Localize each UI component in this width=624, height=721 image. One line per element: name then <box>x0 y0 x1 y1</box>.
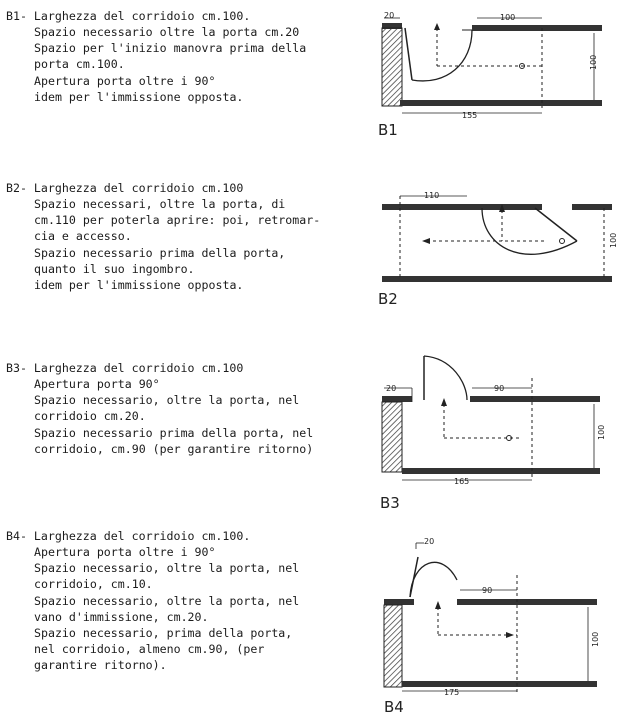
figure-b3-diagram <box>372 348 622 518</box>
section-line: Spazio necessario oltre la porta cm.20 <box>34 25 300 39</box>
section-heading: B2- Larghezza del corridoio cm.100 <box>6 181 244 195</box>
section-line: corridoio, cm.90 (per garantire ritorno) <box>34 441 314 456</box>
section-line: Spazio per l'inizio manovra prima della <box>34 41 307 56</box>
door-leaf <box>405 28 412 80</box>
wall-top-left <box>382 396 412 402</box>
section-line: quanto il suo ingombro. <box>34 261 195 276</box>
dim-label: 100 <box>591 631 600 647</box>
wall-left-hatched <box>382 28 402 106</box>
section-line: corridoio, cm.10. <box>34 577 153 592</box>
section-line: Spazio necessario, prima della porta, <box>34 626 293 641</box>
dim-label: 20 <box>424 537 435 546</box>
section-line: idem per l'immissione opposta. <box>34 278 244 293</box>
section-line: Spazio necessario, oltre la porta, nel <box>34 393 300 408</box>
wall-bottom <box>382 276 612 282</box>
figure-label: B4 <box>384 698 404 716</box>
dim-label: 175 <box>444 688 460 697</box>
wall-bottom <box>402 468 600 474</box>
wall-top-right <box>470 396 600 402</box>
section-line: Apertura porta oltre i 90° <box>34 73 216 88</box>
wall-top-right <box>572 204 612 210</box>
wall-bottom <box>402 681 597 687</box>
figure-b4-diagram <box>372 535 622 719</box>
dim-label: 90 <box>482 586 493 595</box>
dim-label: 100 <box>500 13 516 22</box>
wall-left-hatched <box>384 605 402 687</box>
section-line: Spazio necessario, oltre la porta, nel <box>34 561 300 576</box>
figure-b2-diagram <box>372 186 622 311</box>
figure-label: B2 <box>378 290 398 308</box>
section-line: vano d'immissione, cm.20. <box>34 609 209 624</box>
dim-label: 110 <box>424 191 440 200</box>
section-line: cia e accesso. <box>34 229 132 244</box>
section-line: idem per l'immissione opposta. <box>34 89 244 104</box>
door-swing-arc <box>482 208 577 254</box>
figure-label: B3 <box>380 494 400 512</box>
section-line: Spazio necessario prima della porta, <box>34 245 286 260</box>
section-b1-text <box>6 8 356 105</box>
section-b2-text <box>6 180 356 293</box>
door-swing-arc <box>412 30 472 81</box>
section-line: porta cm.100. <box>34 57 125 72</box>
wall-top-right <box>457 599 597 605</box>
dim-label: 100 <box>609 232 618 248</box>
wall-top-left <box>382 204 542 210</box>
door-swing-arc <box>410 562 457 597</box>
wall-left-hatched <box>382 402 402 472</box>
section-heading: B3- Larghezza del corridoio cm.100 <box>6 361 244 375</box>
dim-label: 100 <box>589 54 598 70</box>
section-line: Spazio necessari, oltre la porta, di <box>34 197 286 211</box>
section-b4-text <box>6 528 356 674</box>
section-heading: B4- Larghezza del corridoio cm.100. <box>6 529 251 543</box>
figure-label: B1 <box>378 121 398 139</box>
dim-label: 165 <box>454 477 470 486</box>
wall-top-left <box>384 599 414 605</box>
dim-label: 20 <box>386 384 397 393</box>
section-line: garantire ritorno). <box>34 658 167 673</box>
dim-label: 100 <box>597 424 606 440</box>
section-line: Spazio necessario, oltre la porta, nel <box>34 593 300 608</box>
section-line: nel corridoio, almeno cm.90, (per <box>34 642 265 657</box>
section-line: corridoio cm.20. <box>34 409 146 424</box>
wall-bottom <box>400 100 602 106</box>
wall-top-right <box>472 25 602 31</box>
section-line: Spazio necessario prima della porta, nel <box>34 425 314 440</box>
section-line: Apertura porta 90° <box>34 377 160 391</box>
section-heading: B1- Larghezza del corridoio cm.100. <box>6 9 251 23</box>
section-b3-text <box>6 360 356 457</box>
door-swing-arc <box>424 356 467 400</box>
dim-label: 20 <box>384 11 395 20</box>
door-leaf <box>535 208 577 241</box>
section-line: Apertura porta oltre i 90° <box>34 545 216 559</box>
dim-label: 155 <box>462 111 478 120</box>
figure-b1-diagram <box>372 8 622 143</box>
door-leaf <box>410 557 418 597</box>
dim-label: 90 <box>494 384 505 393</box>
section-line: cm.110 per poterla aprire: poi, retromar- <box>34 213 321 228</box>
